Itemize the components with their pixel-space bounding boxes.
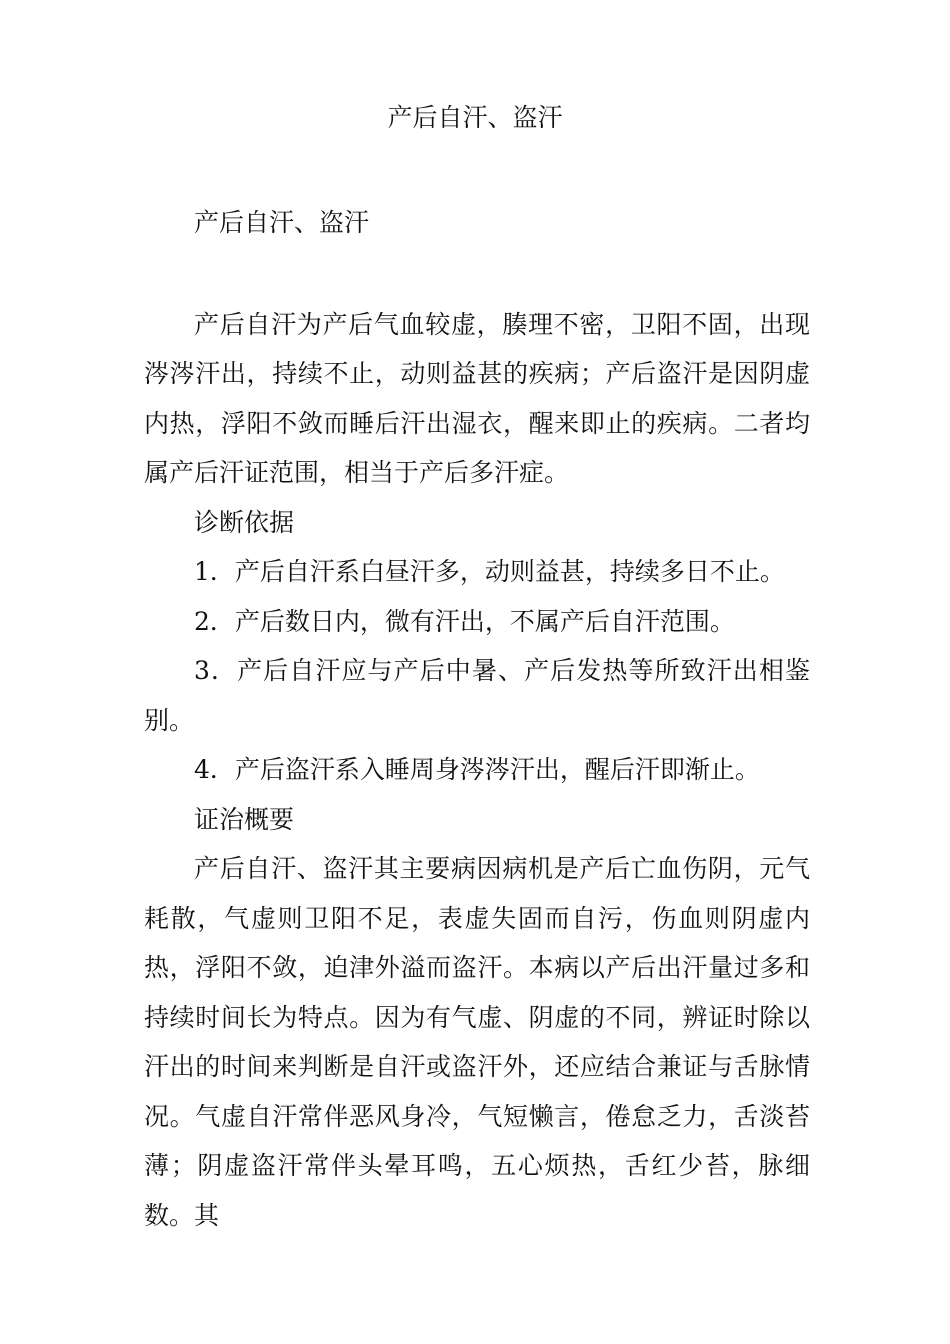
document-title: 产后自汗、盗汗 <box>387 103 563 132</box>
treatment-heading: 证治概要 <box>194 804 295 834</box>
diagnosis-heading: 诊断依据 <box>194 507 295 537</box>
section-heading: 产后自汗、盗汗 <box>194 208 370 237</box>
treatment-paragraph: 产后自汗、盗汗其主要病因病机是产后亡血伤阴，元气耗散，气虚则卫阳不足，表虚失固而自污，伤血则阴虚内热，浮阳不敛，迫津外溢而盗汗。本病以产后出汗量过多和持续时间长为特点。因为有气虚、阴虚的不同，辨证时除以汗出的时间来判断是自汗或盗汗外，还应结合兼证与舌脉情况。气虚自汗常伴恶风身冷，气短懒言，倦怠乏力，舌淡苔薄；阴虚盗汗常伴头晕耳鸣，五心烦热，舌红少苔，脉细数。其 <box>144 854 810 1230</box>
diagnosis-item-3: 3．产后自汗应与产后中暑、产后发热等所致汗出相鉴别。 <box>144 656 810 735</box>
diagnosis-item-4: 4．产后盗汗系入睡周身涔涔汗出，醒后汗即渐止。 <box>194 755 760 784</box>
diagnosis-item-1: 1．产后自汗系白昼汗多，动则益甚，持续多日不止。 <box>194 557 785 586</box>
document-body <box>144 198 810 1240</box>
intro-paragraph: 产后自汗为产后气血较虚，腠理不密，卫阳不固，出现涔涔汗出，持续不止，动则益甚的疾病；产后盗汗是因阴虚内热，浮阳不敛而睡后汗出湿衣，醒来即止的疾病。二者均属产后汗证范围，相当于产后多汗症。 <box>144 309 810 487</box>
diagnosis-item-2: 2．产后数日内，微有汗出，不属产后自汗范围。 <box>194 606 735 636</box>
